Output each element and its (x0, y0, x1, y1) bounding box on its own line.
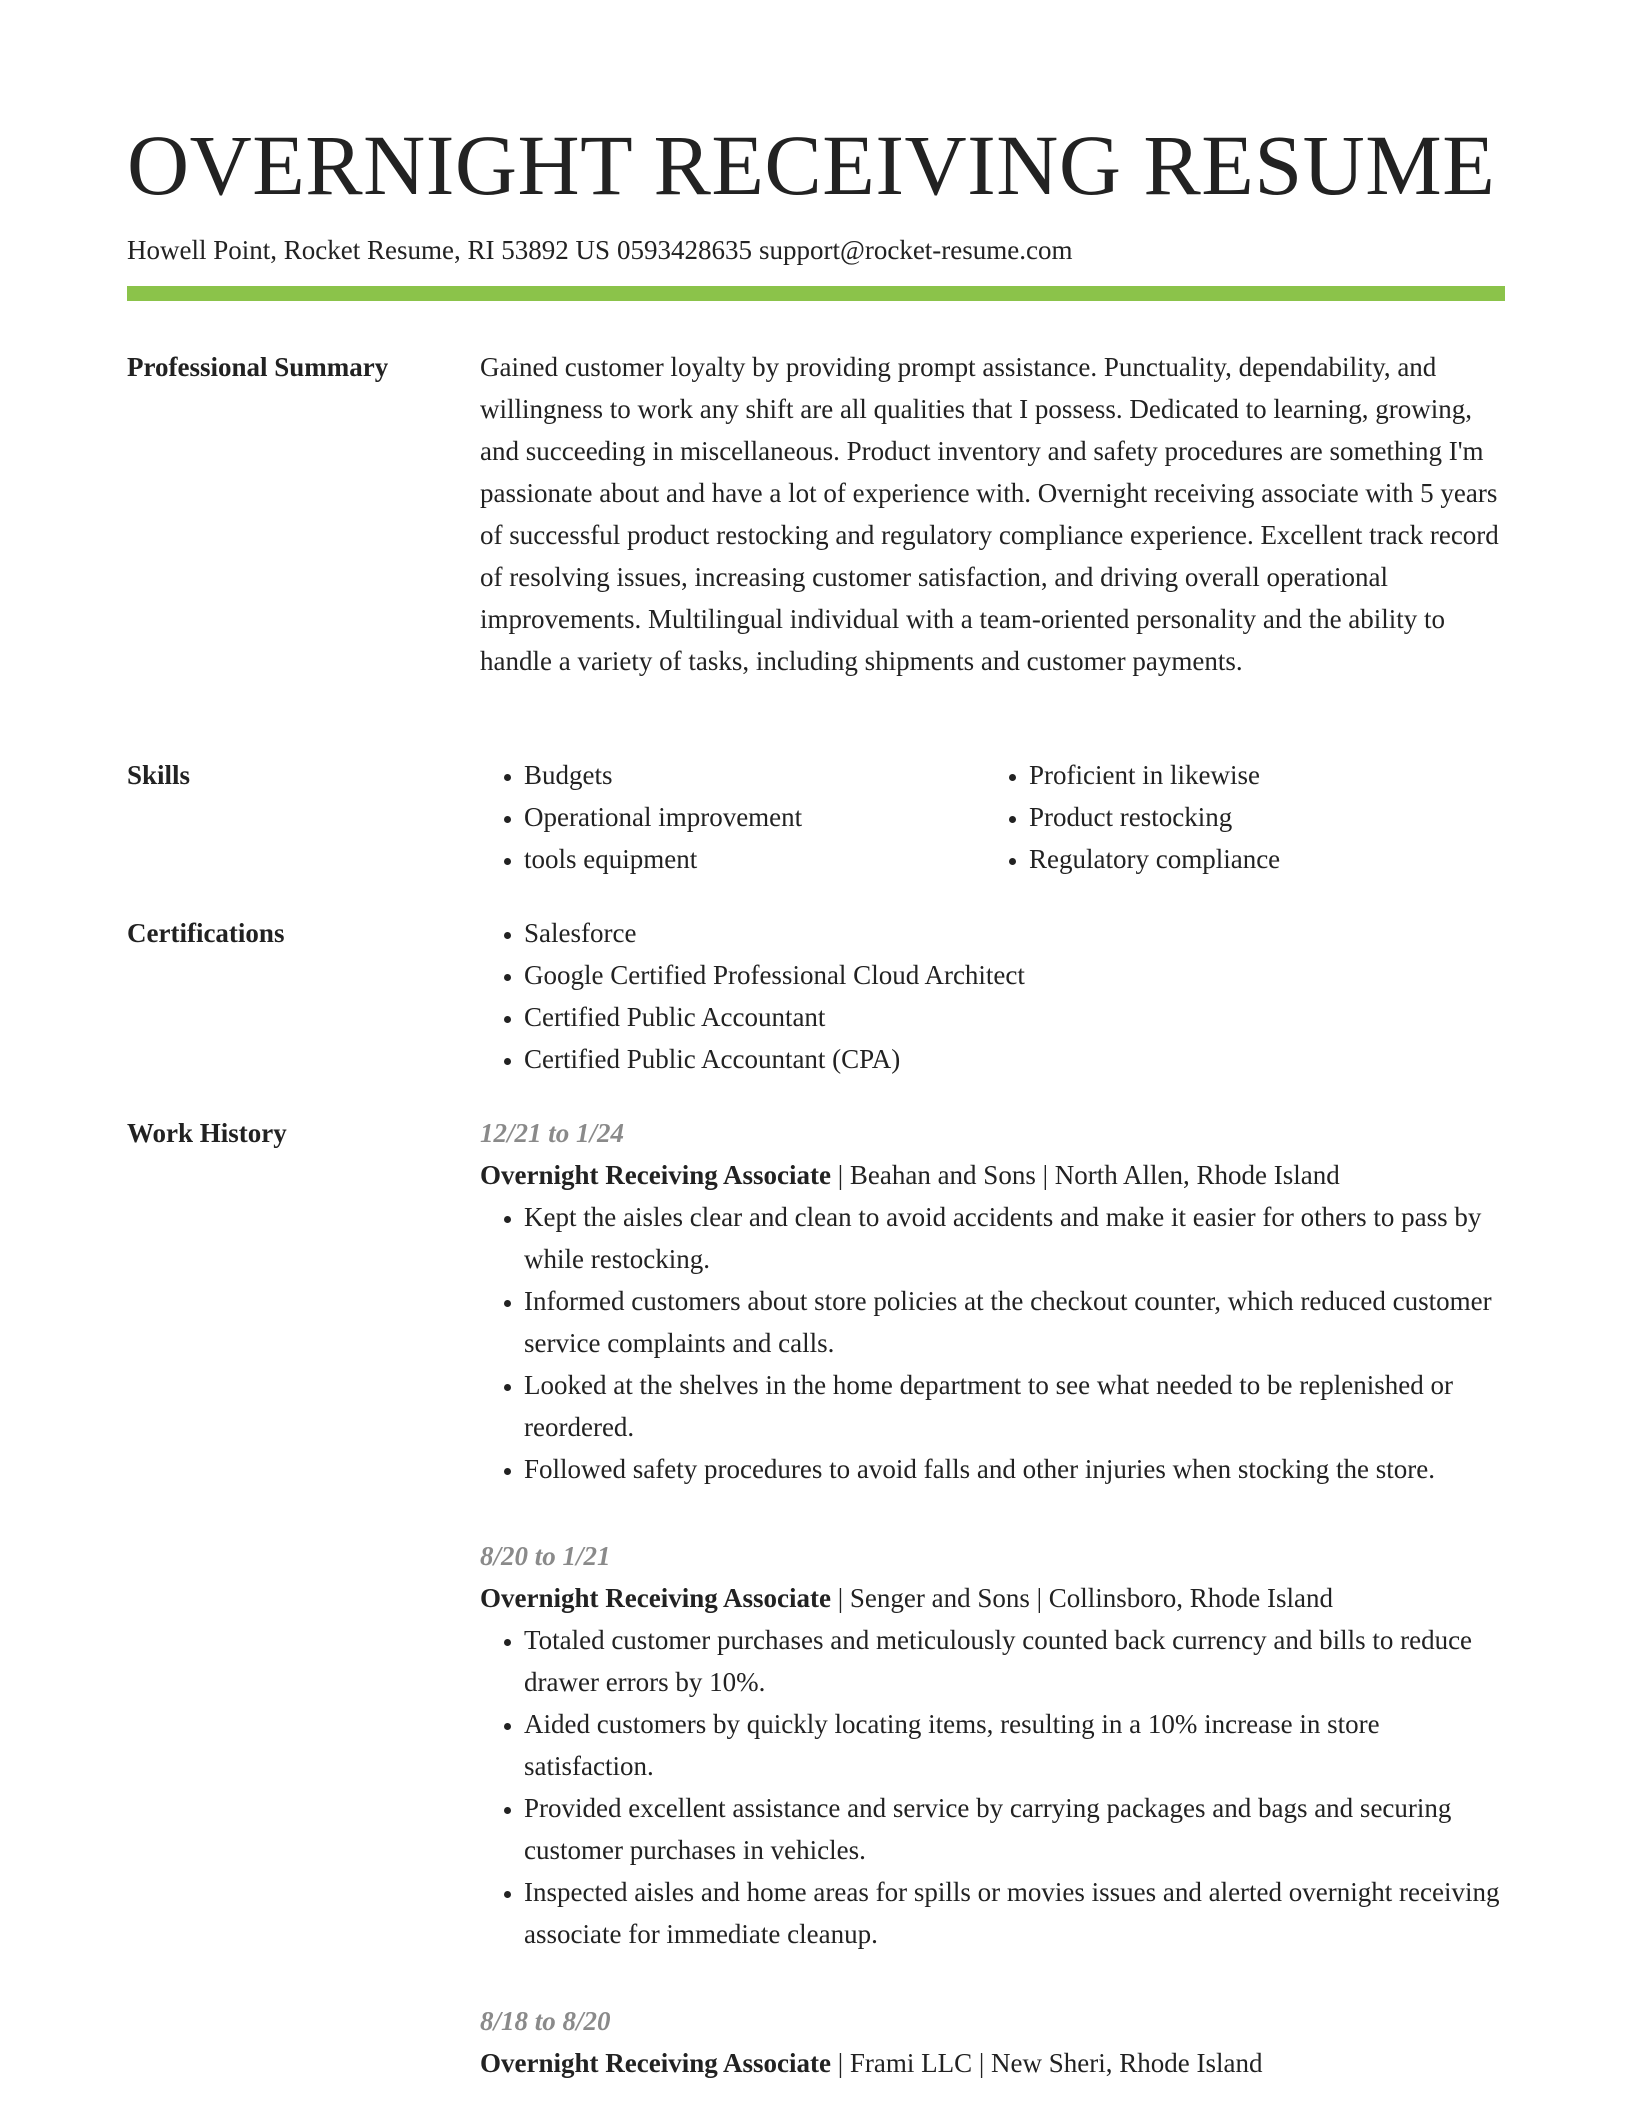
contact-address: Howell Point, Rocket Resume, RI 53892 US (127, 235, 610, 265)
job-title: Overnight Receiving Associate (480, 1160, 831, 1190)
section-label-summary: Professional Summary (127, 352, 389, 382)
job-title: Overnight Receiving Associate (480, 2048, 831, 2078)
job-heading (480, 2042, 1505, 2084)
skill-item: • Product restocking (1029, 796, 1505, 838)
skills-grid (480, 754, 1505, 880)
certification-item: • Certified Public Accountant (CPA) (524, 1038, 1505, 1080)
contact-line (127, 234, 1073, 266)
certification-item: • Google Certified Professional Cloud Architect (524, 954, 1505, 996)
work-history-body (480, 1112, 1505, 2084)
job-bullet: • Inspected aisles and home areas for spills or movies issues and alerted overnight receiving associate for immediate cleanup. (524, 1871, 1505, 1955)
header-divider (127, 286, 1505, 301)
summary-text: Gained customer loyalty by providing prompt assistance. Punctuality, dependability, and willingness to work any shift are all qualities that I possess. Dedicated to learning, growing, and succeeding in miscellaneous. Product inventory and safety procedures are something I'm passionate about and have a lot of experience with. Overnight receiving associate with 5 years of successful product restocking and regulatory compliance experience. Excellent track record of resolving issues, increasing customer satisfaction, and driving overall operational improvements. Multilingual individual with a team-oriented personality and the ability to handle a variety of tasks, including shipments and customer payments. (480, 352, 1499, 676)
job-dates: 8/20 to 1/21 (480, 1541, 611, 1571)
summary-body (480, 346, 1505, 682)
job-bullet: • Informed customers about store policies at the checkout counter, which reduced customer service complaints and calls. (524, 1280, 1505, 1364)
skill-item: • Budgets (524, 754, 985, 796)
job-bullet: • Kept the aisles clear and clean to avoid accidents and make it easier for others to pass by while restocking. (524, 1196, 1505, 1280)
job-dates: 8/18 to 8/20 (480, 2006, 611, 2036)
job-bullets (480, 1196, 1505, 1490)
job-entry (480, 1535, 1505, 1955)
job-details: | Beahan and Sons | North Allen, Rhode Island (837, 1160, 1340, 1190)
skill-item: • tools equipment (524, 838, 985, 880)
job-heading (480, 1577, 1505, 1619)
certifications-list (480, 912, 1505, 1080)
certifications-body (480, 912, 1505, 1080)
certification-item: • Certified Public Accountant (524, 996, 1505, 1038)
job-heading (480, 1154, 1505, 1196)
job-dates: 12/21 to 1/24 (480, 1118, 625, 1148)
section-label-certifications: Certifications (127, 918, 285, 948)
contact-phone: 0593428635 (616, 235, 752, 265)
job-bullet: • Followed safety procedures to avoid falls and other injuries when stocking the store. (524, 1448, 1505, 1490)
skill-item: • Proficient in likewise (1029, 754, 1505, 796)
job-entry (480, 1112, 1505, 1490)
skill-item: • Regulatory compliance (1029, 838, 1505, 880)
skill-item: • Operational improvement (524, 796, 985, 838)
job-bullet: • Aided customers by quickly locating items, resulting in a 10% increase in store satisfaction. (524, 1703, 1505, 1787)
resume-title: OVERNIGHT RECEIVING RESUME (127, 117, 1496, 213)
job-bullet: • Totaled customer purchases and meticulously counted back currency and bills to reduce drawer errors by 10%. (524, 1619, 1505, 1703)
certification-item: • Salesforce (524, 912, 1505, 954)
job-details: | Senger and Sons | Collinsboro, Rhode Island (837, 1583, 1333, 1613)
job-entry (480, 2000, 1505, 2084)
job-title: Overnight Receiving Associate (480, 1583, 831, 1613)
skills-list-left (480, 754, 985, 880)
job-bullets (480, 1619, 1505, 1955)
section-label-work-history: Work History (127, 1118, 287, 1148)
skills-list-right (985, 754, 1505, 880)
section-label-skills: Skills (127, 760, 191, 790)
contact-email: support@rocket-resume.com (758, 235, 1073, 265)
job-bullet: • Provided excellent assistance and service by carrying packages and bags and securing customer purchases in vehicles. (524, 1787, 1505, 1871)
job-bullet: • Looked at the shelves in the home department to see what needed to be replenished or reordered. (524, 1364, 1505, 1448)
job-details: | Frami LLC | New Sheri, Rhode Island (837, 2048, 1263, 2078)
